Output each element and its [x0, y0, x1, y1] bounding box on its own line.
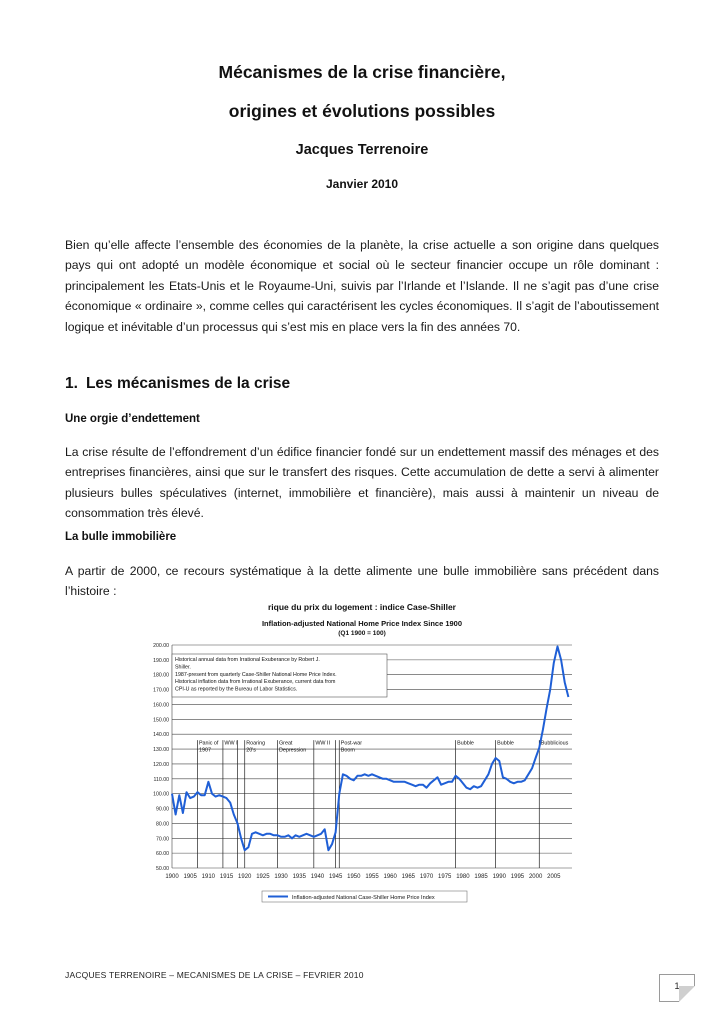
chart-note: CPI-U as reported by the Bureau of Labor Statistics. — [175, 686, 298, 693]
chart-svg — [142, 615, 577, 912]
y-tick-label: 100.00 — [153, 791, 169, 798]
chart-note: Historical inflation data from Irrational Exuberance, current data from — [175, 679, 336, 686]
y-tick-label: 170.00 — [153, 687, 169, 694]
x-tick-label: 1945 — [328, 874, 343, 880]
publication-date: Janvier 2010 — [325, 177, 399, 191]
page-footer: JACQUES TERRENOIRE – MECANISMES DE LA CRISE – FEVRIER 2010 — [65, 970, 364, 980]
x-tick-label: 1940 — [310, 874, 325, 880]
y-tick-label: 80.00 — [156, 821, 169, 828]
author: Jacques Terrenoire — [295, 142, 429, 158]
x-tick-label: 1960 — [383, 874, 397, 880]
title-line-2: origines et évolutions possibles — [228, 101, 496, 121]
y-tick-label: 50.00 — [156, 866, 169, 872]
y-tick-label: 110.00 — [153, 776, 169, 783]
x-tick-label: 1950 — [347, 874, 361, 880]
x-tick-label: 1900 — [165, 874, 179, 880]
x-tick-label: 1925 — [256, 874, 270, 880]
section-number: 1. — [65, 375, 78, 392]
x-tick-label: 1995 — [510, 874, 525, 880]
y-tick-label: 130.00 — [153, 747, 169, 754]
paragraph-debt: La crise résulte de l’effondrement d’un édifice financier fondé sur un endettement massif des ménages et des entreprises financières, ainsi que sur le transfert des risques. Cette accumulation de dette a servi à alimenter plusieurs bulles spéculatives (internet, immobilière et financière), mais aussi à maintenir un niveau de consommation très élevé. — [65, 445, 659, 521]
home-price-chart — [142, 615, 577, 912]
x-tick-label: 1905 — [183, 874, 197, 880]
x-tick-label: 1965 — [401, 874, 416, 880]
event-label: Bubble — [457, 740, 474, 747]
event-label: Roaring — [246, 740, 266, 747]
event-label: Boom — [340, 747, 355, 754]
y-tick-label: 70.00 — [156, 836, 169, 843]
x-tick-label: 1980 — [456, 874, 470, 880]
y-tick-label: 120.00 — [153, 761, 169, 768]
y-tick-label: 150.00 — [153, 717, 169, 724]
event-label: Panic of — [198, 740, 219, 747]
subheading-debt: Une orgie d’endettement — [65, 413, 200, 425]
x-tick-label: 1955 — [365, 874, 379, 880]
x-tick-label: 1970 — [419, 874, 434, 880]
event-label: Post-war — [340, 740, 363, 747]
x-tick-label: 1935 — [292, 874, 306, 880]
y-tick-label: 140.00 — [153, 732, 169, 739]
x-tick-label: 1930 — [274, 874, 288, 880]
event-label: 1907 — [198, 747, 211, 754]
x-tick-label: 1985 — [474, 874, 488, 880]
chart-subtitle: (Q1 1900 = 100) — [338, 630, 386, 637]
x-tick-label: 1975 — [438, 874, 452, 880]
y-tick-label: 160.00 — [153, 702, 169, 709]
y-tick-label: 90.00 — [156, 806, 169, 813]
chart-note: 1987-present from quarterly Case-Shiller National Home Price Index. — [175, 671, 337, 678]
chart-note: Historical annual data from Irrational Exuberance by Robert J. — [175, 657, 320, 663]
legend-label: Inflation-adjusted National Case-Shiller Home Price Index — [292, 895, 435, 901]
section-heading — [65, 375, 290, 393]
event-label: Great — [278, 740, 293, 747]
paragraph-housing-bubble: A partir de 2000, ce recours systématique à la dette alimente une bulle immobilière sans précédent dans l’histoire : — [65, 564, 659, 599]
y-tick-label: 180.00 — [153, 672, 169, 679]
x-tick-label: 2005 — [547, 874, 561, 880]
y-tick-label: 200.00 — [153, 643, 169, 649]
title-line-1: Mécanismes de la crise financière, — [218, 62, 506, 82]
event-label: WW II — [315, 740, 330, 747]
chart-note: Shiller. — [175, 664, 191, 671]
x-tick-label: 1910 — [201, 874, 216, 880]
x-tick-label: 1990 — [492, 874, 506, 880]
intro-paragraph: Bien qu’elle affecte l’ensemble des économies de la planète, la crise actuelle a son origine dans quelques pays qui ont adopté un modèle économique et social où le secteur financier occupe un rôle dominant : principalement les Etats-Unis et le Royaume-Uni, suivis par l’Irlande et l’Islande. Il ne s’agit pas d’une crise économique « ordinaire », comme celles qui caractérisent les cycles économiques. Il s’agit de l’aboutissement logique et inévitable d’un processus qui s’est mis en place vers la fin des années 70. — [65, 238, 659, 334]
y-tick-label: 190.00 — [153, 657, 169, 664]
y-tick-label: 60.00 — [156, 851, 169, 858]
event-label: WW I — [224, 740, 238, 747]
event-label: 20's — [246, 747, 256, 754]
subheading-housing-bubble: La bulle immobilière — [65, 531, 177, 543]
x-tick-label: 1920 — [238, 874, 252, 880]
x-tick-label: 1915 — [219, 874, 234, 880]
event-label: Depression — [278, 747, 307, 754]
page-number: 1 — [659, 974, 695, 1002]
event-label: Bubblicious — [540, 740, 569, 747]
chart-caption: rique du prix du logement : indice Case-Shiller — [268, 602, 456, 612]
chart-title: Inflation-adjusted National Home Price Index Since 1900 — [261, 619, 463, 628]
x-tick-label: 2000 — [528, 874, 543, 880]
event-label: Bubble — [497, 740, 514, 747]
section-title: Les mécanismes de la crise — [85, 375, 291, 392]
